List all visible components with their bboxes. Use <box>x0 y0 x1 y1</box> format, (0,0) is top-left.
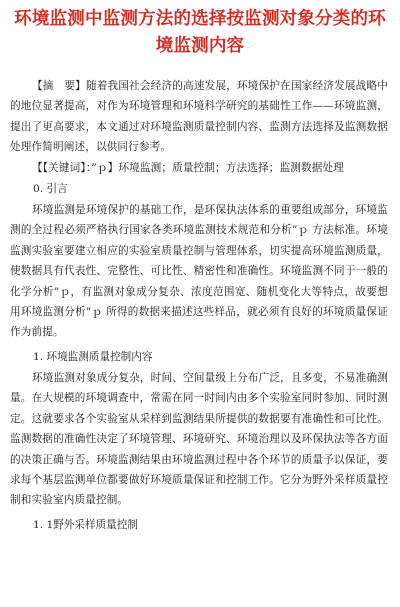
section-heading-1-1: 1. 1野外采样质量控制 <box>33 518 138 531</box>
intro-paragraph: 环境监测是环境保护的基础工作，是环保执法体系的重要组成部分，环境监测的全过程必须严格执行国家各类环境监测技术规范和分析”ｐ 方法标准。环境监测实验室要建立相应的实验室质量控制与管理体系，切实提高环境监测质量，使数据具有代表性、完整性、可比性、精密性和准确性。环境监测不同于一般的化学分析”ｐ，有监测对象成分复杂、浓度范围宽、随机变化大等特点，故要想用环境监测分析”ｐ 所得的数据来描述这些样品，就必须有良好的环境质量保证作为前提。 <box>10 204 388 339</box>
section-heading-intro: 0. 引言 <box>33 183 68 196</box>
keywords-line: 【【关键词】：”ｐ】环境监测；质量控制；方法选择；监测数据处理 <box>32 161 344 174</box>
section-heading-1: 1. 环境监测质量控制内容 <box>33 350 153 363</box>
section1-paragraph: 环境监测对象成分复杂，时间、空间量级上分布广泛，且多变，不易准确测量。在大规模的环境调查中，常需在同一时间内由多个实验室同时参加、同时测定。这就要求各个实验室从采样到监测结果所提供的数据要有准确性和可比性。监测数据的准确性决定了环境管理、环境研究、环境治理以及环保执法等各方面的决策正确与否。环境监测结果由环境监测过程中各个环节的质量予以保证，要求每个基层监测单位都要做好环境质量保证和控制工作。它分为野外采样质量控制和实验室内质量控制。 <box>10 371 388 507</box>
abstract-paragraph: 【摘 要】随着我国社会经济的高速发展，环境保护在国家经济发展战略中的地位显著提高，对作为环境管理和环境科学研究的基础性工作——环境监测，提出了更高要求，本文通过对环境监测质量控制内容、监测方法选择及监测数据处理作简明阐述，以供同行参考。 <box>10 80 388 154</box>
document-title: 环境监测中监测方法的选择按监测对象分类的环境监测内容 <box>14 9 386 56</box>
